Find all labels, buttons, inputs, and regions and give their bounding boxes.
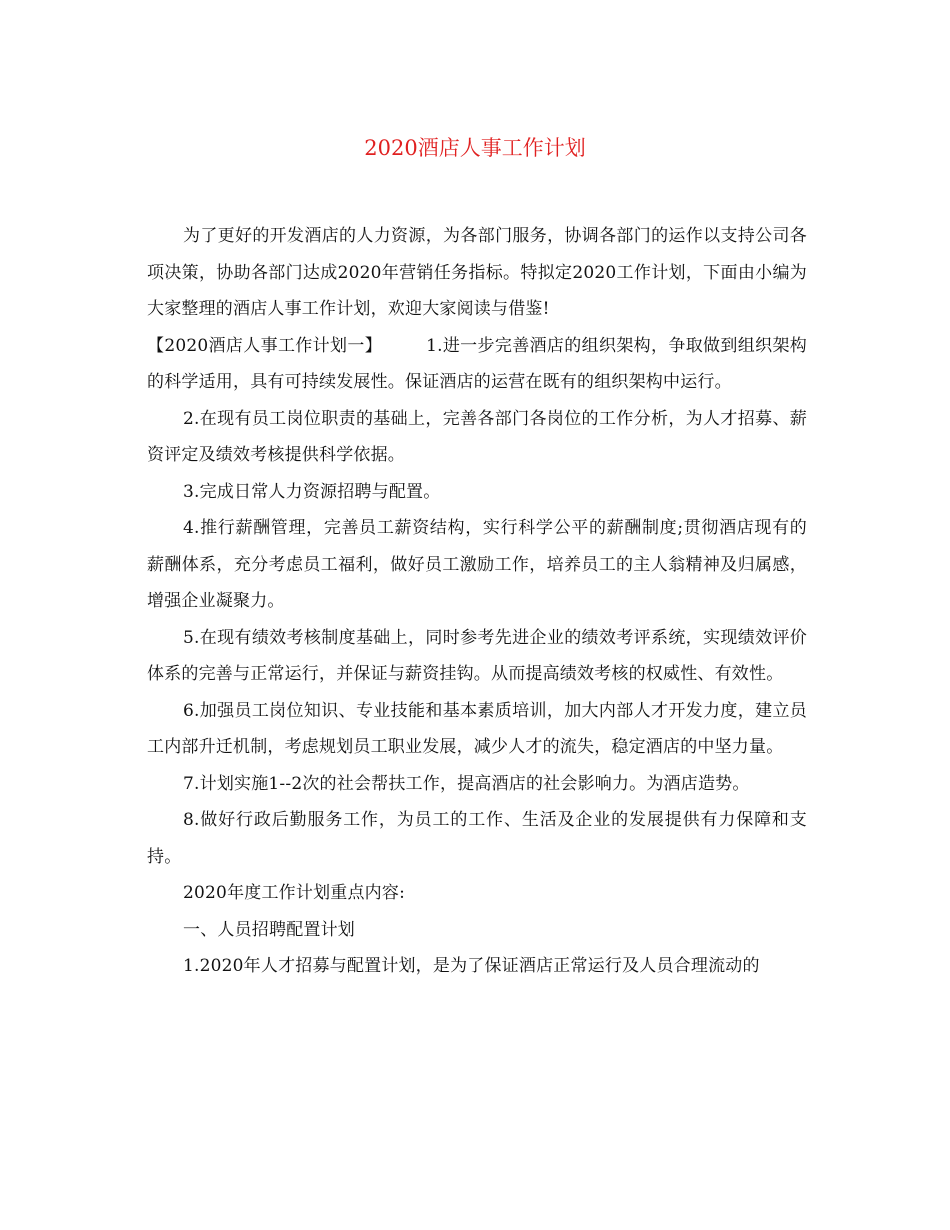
plan-item-3: 3.完成日常人力资源招聘与配置。: [183, 481, 441, 502]
plan-item-4: 4.推行薪酬管理，完善员工薪资结构，实行科学公平的薪酬制度;贯彻酒店现有的薪酬体系，充分考虑员工福利，做好员工激励工作，培养员工的主人翁精神及归属感，增强企业凝聚力。: [147, 518, 807, 611]
recruitment-heading: 一、人员招聘配置计划: [183, 919, 355, 940]
plan-item-7: 7.计划实施1--2次的社会帮扶工作，提高酒店的社会影响力。为酒店造势。: [183, 773, 750, 794]
section-heading: 【2020酒店人事工作计划一】: [147, 335, 383, 356]
recruitment-item-1: 1.2020年人才招募与配置计划，是为了保证酒店正常运行及人员合理流动的: [183, 956, 760, 976]
plan-item-1: 1.进一步完善酒店的组织架构，争取做到组织架构的科学适用，具有可持续发展性。保证酒店的运营在既有的组织架构中运行。: [147, 335, 808, 392]
intro-paragraph: 为了更好的开发酒店的人力资源，为各部门服务，协调各部门的运作以支持公司各项决策，协助各部门达成2020年营销任务指标。特拟定2020工作计划，下面由小编为大家整理的酒店人事工作计划，欢迎大家阅读与借鉴!: [147, 226, 807, 319]
plan-item-8: 8.做好行政后勤服务工作，为员工的工作、生活及企业的发展提供有力保障和支持。: [147, 810, 807, 867]
key-content-heading: 2020年度工作计划重点内容:: [183, 883, 405, 903]
section-1-paragraph: [147, 328, 807, 401]
document-title: 2020酒店人事工作计划: [364, 136, 586, 160]
plan-item-6: 6.加强员工岗位知识、专业技能和基本素质培训，加大内部人才开发力度，建立员工内部升迁机制，考虑规划员工职业发展，减少人才的流失，稳定酒店的中坚力量。: [147, 700, 807, 757]
plan-item-2: 2.在现有员工岗位职责的基础上，完善各部门各岗位的工作分析，为人才招募、薪资评定及绩效考核提供科学依据。: [147, 408, 807, 465]
document-body: [147, 218, 807, 985]
plan-item-5: 5.在现有绩效考核制度基础上，同时参考先进企业的绩效考评系统，实现绩效评价体系的完善与正常运行，并保证与薪资挂钩。从而提高绩效考核的权威性、有效性。: [147, 627, 807, 684]
